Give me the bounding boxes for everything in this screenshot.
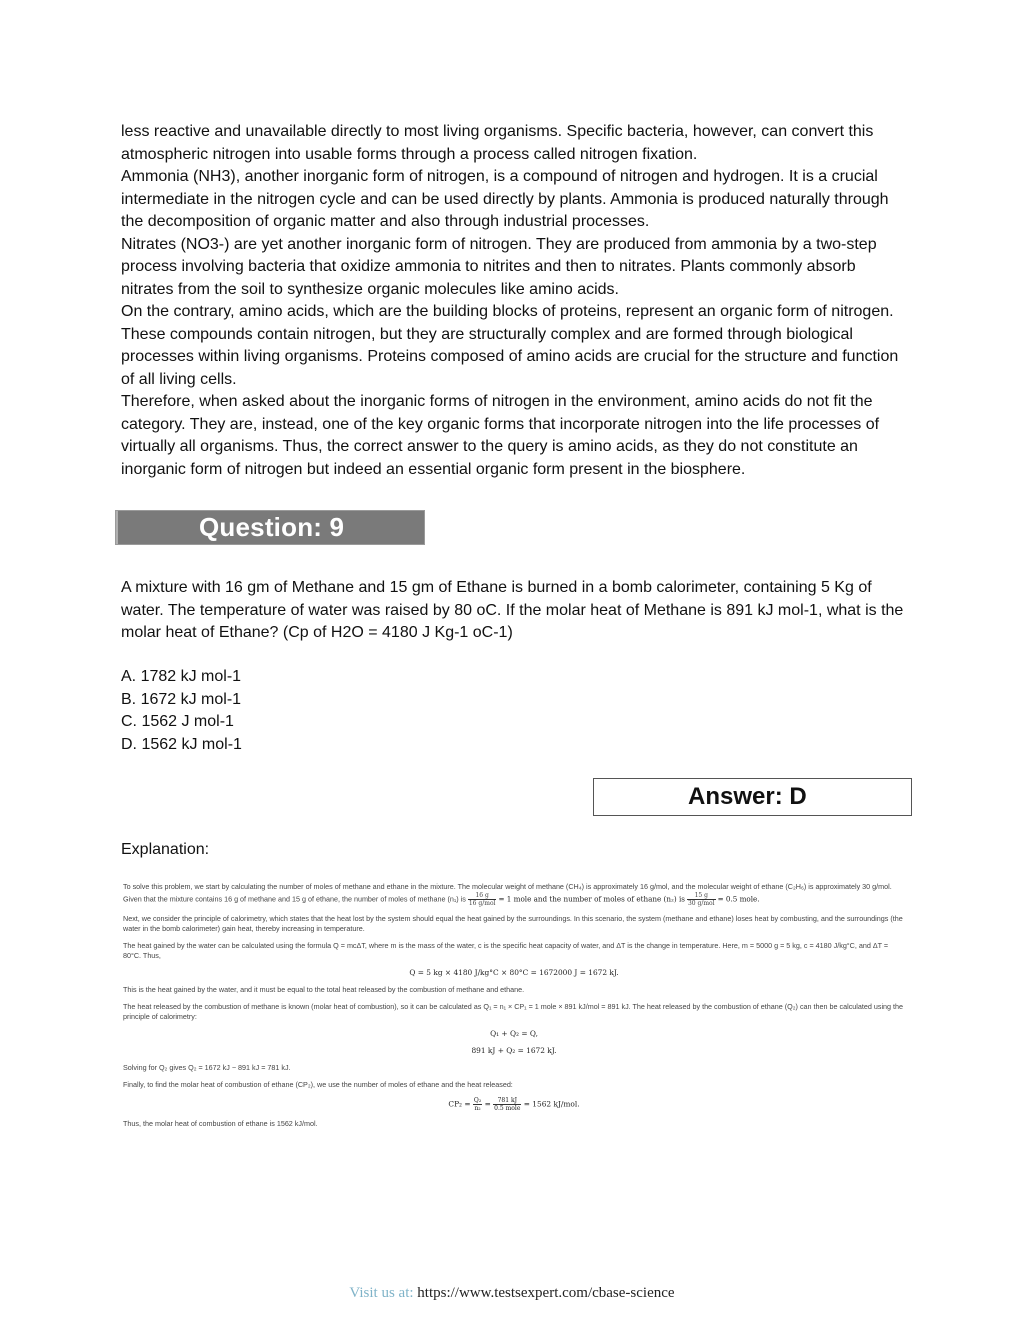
paragraph: Ammonia (NH3), another inorganic form of nitrogen, is a compound of nitrogen and hydrogen. It is a crucial intermediate in the nitrogen cycle and can be used directly by plants. Ammonia is produced naturally through the decomposition of organic matter and also through industrial processes. xyxy=(121,168,889,230)
fraction-denominator: n₂ xyxy=(474,1105,481,1112)
text-fragment: Given that the mixture contains 16 g of methane and 15 g of ethane, the number of moles of methane (n₁) is xyxy=(123,894,466,904)
text-fragment: = 1 mole and the number of moles of ethane (n₂) is xyxy=(498,894,685,904)
fraction-denominator: 30 g/mol xyxy=(687,900,715,907)
explanation-paragraph: Finally, to find the molar heat of combustion of ethane (CP₂), we use the number of moles of ethane and the heat released: xyxy=(123,1080,513,1089)
fraction-denominator: 0.5 mole xyxy=(494,1105,521,1112)
question-heading: Question: 9 xyxy=(199,512,345,542)
fraction xyxy=(493,1097,521,1112)
equation: Q₁ + Q₂ = Q, xyxy=(490,1029,538,1038)
explanation-paragraph: This is the heat gained by the water, and it must be equal to the total heat released by the combustion of methane and ethane. xyxy=(123,985,525,994)
explanation-paragraph: Solving for Q₂ gives Q₂ = 1672 kJ − 891 kJ = 781 kJ. xyxy=(123,1063,291,1072)
question-heading-banner xyxy=(115,510,425,545)
paragraph: On the contrary, amino acids, which are the building blocks of proteins, represent an organic form of nitrogen. These compounds contain nitrogen, but they are structurally complex and are formed through biological processes within living organisms. Proteins composed of amino acids are crucial for the structure and function of all living cells. xyxy=(121,303,899,388)
fraction-numerator: 781 kJ xyxy=(493,1097,521,1105)
paragraph: less reactive and unavailable directly to most living organisms. Specific bacteria, however, can convert this atmospheric nitrogen into usable forms through a process called nitrogen fixation. xyxy=(121,123,874,163)
equation: 891 kJ + Q₂ = 1672 kJ. xyxy=(471,1046,557,1055)
option-a: A. 1782 kJ mol-1 xyxy=(121,668,242,685)
paragraph: Therefore, when asked about the inorganic forms of nitrogen in the environment, amino acids do not fit the category. They are, instead, one of the key organic forms that incorporate nitrogen into the life processes of virtually all organisms. Thus, the correct answer to the query is amino acids, as they do not constitute an inorganic form of nitrogen but indeed an essential organic form present in the biosphere. xyxy=(121,393,880,478)
explanation-paragraph xyxy=(123,892,905,907)
answer-options xyxy=(121,666,911,756)
option-b: B. 1672 kJ mol-1 xyxy=(121,690,242,708)
answer-box xyxy=(593,778,912,816)
explanation-paragraph: The heat released by the combustion of methane is known (molar heat of combustion), so it can be calculated as Q₁ = n₁ × CP₁ = 1 mole × 891 kJ/mol = 891 kJ. The heat released by the combustion of ethane (Q₂) can then be calculated using the principle of calorimetry: xyxy=(123,1002,904,1021)
fraction xyxy=(473,1097,482,1112)
fraction-numerator: 15 g xyxy=(687,892,716,900)
fraction-numerator: Q₂ xyxy=(473,1097,482,1104)
footer-label: Visit us at: xyxy=(349,1285,418,1301)
text-fragment: CP₂ = xyxy=(448,1099,471,1109)
answer-label: Answer: D xyxy=(688,783,807,810)
explanation-paragraph: The heat gained by the water can be calculated using the formula Q = mcΔT, where m is the mass of the water, c is the specific heat capacity of water, and ΔT is the change in temperature. Here, m = 5000 g = 5 kg, c = 4180 J/kg°C, and ΔT = 80°C. Thus, xyxy=(123,941,889,960)
explanation-paragraph: Next, we consider the principle of calorimetry, which states that the heat lost by the system should equal the heat gained by the surroundings. In this scenario, the system (methane and ethane) loses heat by combusting, and the surroundings (the water in the bomb calorimeter) gain heat, thereby increasing in temperature. xyxy=(123,914,903,933)
option-d: D. 1562 kJ mol-1 xyxy=(121,735,242,753)
question-text xyxy=(121,577,911,645)
paragraph: Nitrates (NO3-) are yet another inorganic form of nitrogen. They are produced from ammonia by a two-step process involving bacteria that oxidize ammonia to nitrites and then to nitrates. Plants commonly absorb nitrates from the soil to synthesize organic molecules like amino acids. xyxy=(121,235,877,298)
text-fragment: = 1562 kJ/mol. xyxy=(523,1099,580,1109)
explanation-image xyxy=(123,882,905,1129)
intro-text xyxy=(121,121,911,481)
text-fragment: = 0.5 mole. xyxy=(717,894,760,904)
equation: Q = 5 kg × 4180 J/kg°C × 80°C = 1672000 J = 1672 kJ. xyxy=(409,968,619,977)
option-c: C. 1562 J mol-1 xyxy=(121,713,234,730)
footer-link[interactable]: https://www.testsexpert.com/cbase-science xyxy=(417,1285,675,1301)
explanation-paragraph: To solve this problem, we start by calculating the number of moles of methane and ethane in the mixture. The molecular weight of methane (CH₄) is approximately 16 g/mol, and the molecular weight of ethane (C₂H₆) is approximately 30 g/mol. xyxy=(123,882,892,891)
explanation-paragraph: Thus, the molar heat of combustion of ethane is 1562 kJ/mol. xyxy=(123,1119,318,1128)
footer xyxy=(0,1285,1024,1302)
equation xyxy=(123,1097,905,1112)
text-fragment: = xyxy=(484,1099,491,1109)
fraction xyxy=(468,892,497,907)
question-stem: A mixture with 16 gm of Methane and 15 gm of Ethane is burned in a bomb calorimeter, containing 5 Kg of water. The temperature of water was raised by 80 oC. If the molar heat of Methane is 891 kJ mol-1, what is the molar heat of Ethane? (Cp of H2O = 4180 J Kg-1 oC-1) xyxy=(121,579,904,641)
fraction-numerator: 16 g xyxy=(468,892,497,900)
explanation-label: Explanation: xyxy=(121,841,210,858)
fraction-denominator: 16 g/mol xyxy=(468,900,496,907)
fraction xyxy=(687,892,716,907)
